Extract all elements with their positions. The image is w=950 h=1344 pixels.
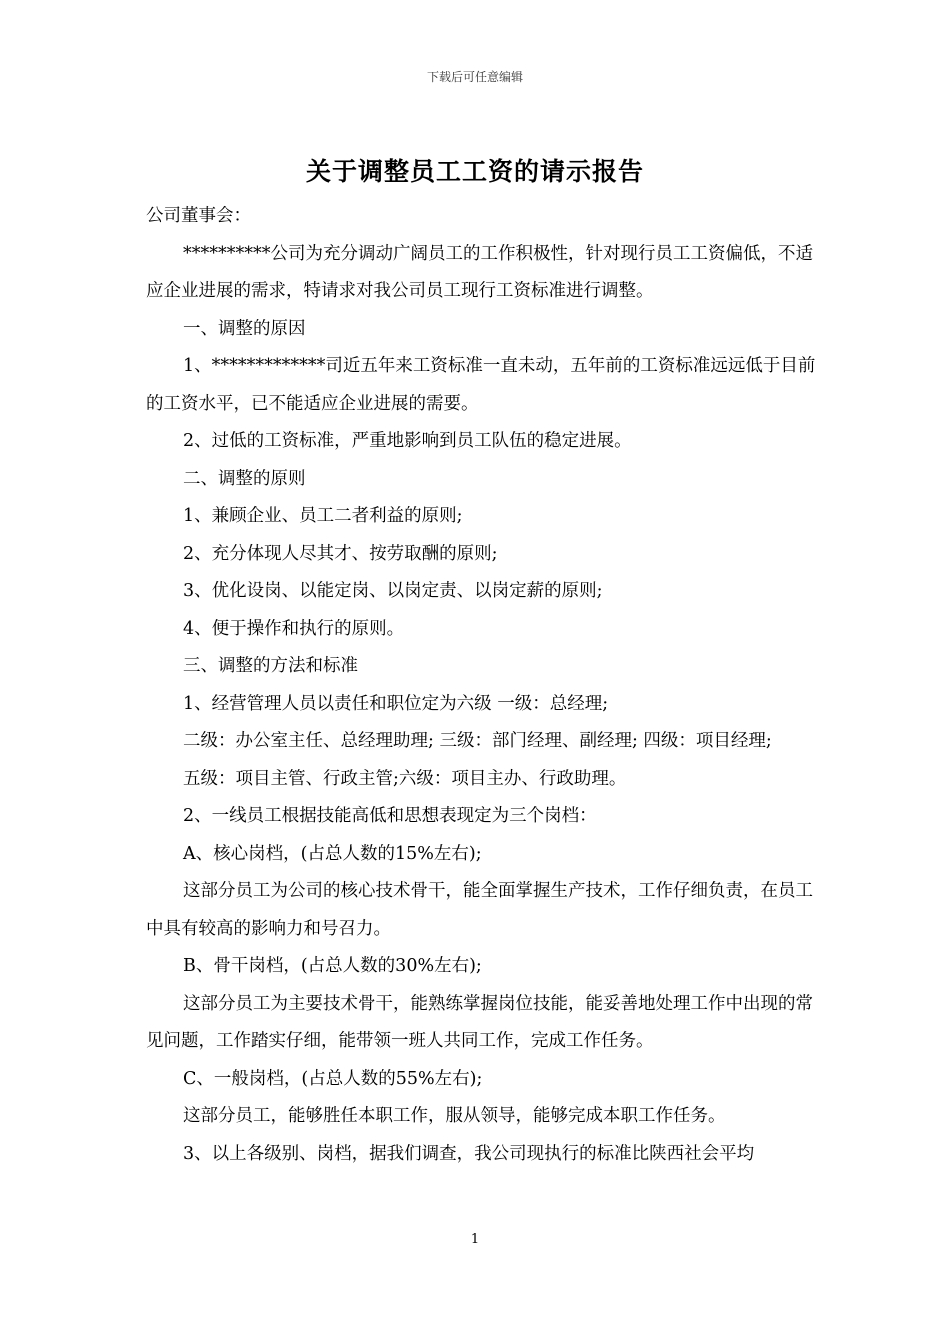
grade-c-heading: C、一般岗档，(占总人数的55%左右);	[183, 1068, 483, 1089]
section-heading-reasons: 一、调整的原因	[183, 318, 306, 339]
method-levels-5-6: 五级：项目主管、行政主管;六级：项目主办、行政助理。	[183, 768, 627, 789]
intro-paragraph: **********公司为充分调动广阔员工的工作积极性，针对现行员工工资偏低，不适应企业进展的需求，特请求对我公司员工现行工资标准进行调整。	[146, 243, 813, 301]
reason-item-2: 2、过低的工资标准，严重地影响到员工队伍的稳定进展。	[183, 431, 632, 451]
grade-a-description: 这部分员工为公司的核心技术骨干，能全面掌握生产技术，工作仔细负责，在员工中具有较高的影响力和号召力。	[146, 881, 813, 939]
principle-item-1: 1、兼顾企业、员工二者利益的原则;	[183, 506, 463, 526]
document-title: 关于调整员工工资的请示报告	[305, 157, 644, 186]
section-heading-methods: 三、调整的方法和标准	[183, 656, 358, 676]
page-number: 1	[470, 1232, 480, 1247]
reason-item-1: 1、*************司近五年来工资标准一直未动，五年前的工资标准远远低于目前的工资水平，已不能适应企业进展的需要。	[146, 356, 816, 414]
grade-a-heading: A、核心岗档，(占总人数的15%左右);	[183, 843, 482, 864]
document-body	[146, 198, 818, 1173]
grade-b-heading: B、骨干岗档，(占总人数的30%左右);	[183, 956, 482, 976]
method-item-1: 1、经营管理人员以责任和职位定为六级 一级：总经理;	[183, 693, 609, 714]
method-item-3: 3、以上各级别、岗档，据我们调查，我公司现执行的标准比陕西社会平均	[183, 1143, 755, 1164]
section-heading-principles: 二、调整的原则	[183, 468, 306, 489]
principle-item-3: 3、优化设岗、以能定岗、以岗定责、以岗定薪的原则;	[183, 581, 603, 601]
principle-item-4: 4、便于操作和执行的原则。	[183, 618, 405, 639]
page-header: 下载后可任意编辑	[426, 70, 523, 84]
principle-item-2: 2、充分体现人尽其才、按劳取酬的原则;	[183, 543, 498, 564]
method-item-2: 2、一线员工根据技能高低和思想表现定为三个岗档：	[183, 806, 597, 826]
method-levels-2-4: 二级：办公室主任、总经理助理; 三级：部门经理、副经理; 四级：项目经理;	[183, 731, 772, 751]
salutation: 公司董事会：	[146, 206, 251, 226]
grade-c-description: 这部分员工，能够胜任本职工作，服从领导，能够完成本职工作任务。	[183, 1106, 726, 1126]
grade-b-description: 这部分员工为主要技术骨干，能熟练掌握岗位技能，能妥善地处理工作中出现的常见问题，工作踏实仔细，能带领一班人共同工作，完成工作任务。	[146, 993, 813, 1051]
